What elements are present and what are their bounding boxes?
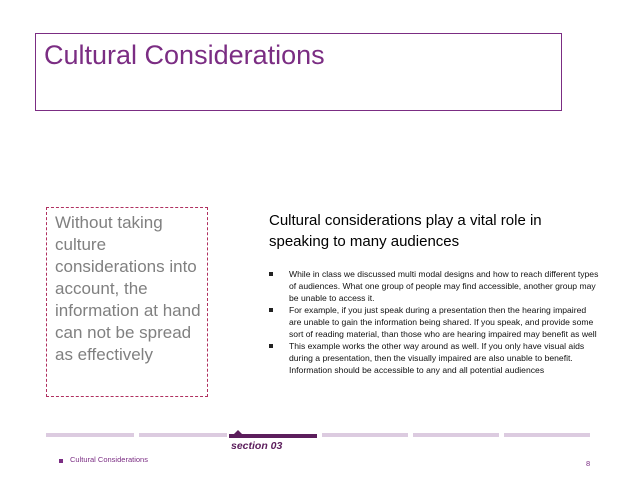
bullet-square-icon bbox=[269, 272, 273, 276]
progress-segment bbox=[139, 433, 227, 437]
footer-title: Cultural Considerations bbox=[70, 455, 148, 464]
progress-marker-icon bbox=[234, 430, 242, 434]
side-note-text: Without taking culture considerations into account, the information at hand can not be spread as effectively bbox=[55, 213, 201, 364]
bullet-text: For example, if you just speak during a presentation then the hearing impaired are unable to gain the information being shared. If you speak, and provide some sort of reading material, than those who are hearing impaired may benefit as well bbox=[289, 305, 597, 339]
section-label: section 03 bbox=[231, 440, 283, 452]
bullet-square-icon bbox=[269, 344, 273, 348]
progress-segment bbox=[322, 433, 408, 437]
title-box bbox=[35, 33, 562, 111]
bullet-list bbox=[269, 268, 599, 376]
side-note-box bbox=[46, 207, 208, 397]
bullet-item bbox=[269, 268, 599, 304]
bullet-square-icon bbox=[269, 308, 273, 312]
lead-text: Cultural considerations play a vital role in speaking to many audiences bbox=[269, 212, 542, 250]
progress-segment bbox=[504, 433, 590, 437]
progress-segment bbox=[46, 433, 134, 437]
progress-segment-active bbox=[229, 434, 317, 438]
bullet-item bbox=[269, 340, 599, 376]
page-number: 8 bbox=[586, 459, 591, 468]
progress-segment bbox=[413, 433, 499, 437]
bullet-item bbox=[269, 304, 599, 340]
footer-square-icon bbox=[59, 459, 63, 463]
bullet-text: While in class we discussed multi modal designs and how to reach different types of audiences. What one group of people may find accessible, another group may be unable to access it. bbox=[289, 269, 599, 303]
slide-title: Cultural Considerations bbox=[44, 40, 325, 70]
bullet-text: This example works the other way around as well. If you only have visual aids during a presentation, then the visually impaired are also unable to benefit. Information should be accessible to any and all potential audiences bbox=[289, 341, 585, 375]
